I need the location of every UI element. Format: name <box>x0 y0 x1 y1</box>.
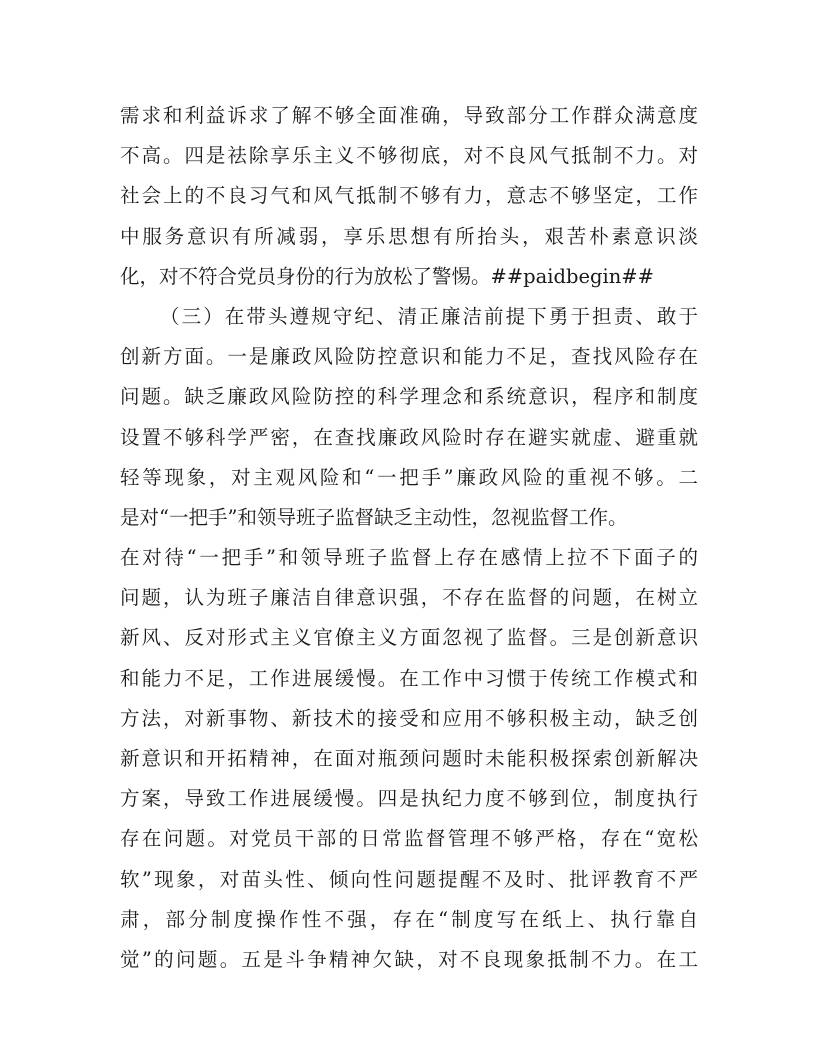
text-line: 肃，部分制度操作性不强，存在“制度写在纸上、执行靠自 <box>120 907 698 931</box>
text-line: 新风、反对形式主义官僚主义方面忽视了监督。三是创新意识 <box>120 626 698 650</box>
text-line: 问题。缺乏廉政风险防控的科学理念和系统意识，程序和制度 <box>120 385 698 409</box>
text-line: 新意识和开拓精神，在面对瓶颈问题时未能积极探索创新解决 <box>120 747 698 770</box>
text-line: 轻等现象，对主观风险和“一把手”廉政风险的重视不够。二 <box>120 465 698 489</box>
text-line: 是对“一把手”和领导班子监督缺乏主动性，忽视监督工作。 <box>120 505 628 529</box>
text-line: 问题，认为班子廉洁自律意识强，不存在监督的问题，在树立 <box>120 586 698 610</box>
text-line: 和能力不足，工作进展缓慢。在工作中习惯于传统工作模式和 <box>120 666 698 690</box>
text-line: （三）在带头遵规守纪、清正廉洁前提下勇于担责、敢于 <box>160 304 698 328</box>
text-line: 方法，对新事物、新技术的接受和应用不够积极主动，缺乏创 <box>120 706 698 730</box>
document-page <box>120 96 698 980</box>
text-line: 设置不够科学严密，在查找廉政风险时存在避实就虚、避重就 <box>120 425 698 449</box>
paragraph-1 <box>120 96 698 297</box>
text-line: 中服务意识有所减弱，享乐思想有所抬头，艰苦朴素意识淡 <box>120 224 698 248</box>
text-line: 软”现象，对苗头性、倾向性问题提醒不及时、批评教育不严 <box>120 867 698 891</box>
text-line: 在对待“一把手”和领导班子监督上存在感情上拉不下面子的 <box>120 546 698 570</box>
text-line: 存在问题。对党员干部的日常监督管理不够严格，存在“宽松 <box>120 827 698 851</box>
text-line: 觉”的问题。五是斗争精神欠缺，对不良现象抵制不力。在工 <box>120 947 698 971</box>
text-line: 社会上的不良习气和风气抵制不够有力，意志不够坚定，工作 <box>120 184 698 208</box>
text-line: 创新方面。一是廉政风险防控意识和能力不足，查找风险存在 <box>120 345 698 369</box>
paragraph-2 <box>120 297 698 980</box>
text-line: 不高。四是祛除享乐主义不够彻底，对不良风气抵制不力。对 <box>120 144 698 168</box>
text-line: 需求和利益诉求了解不够全面准确，导致部分工作群众满意度 <box>120 104 698 127</box>
text-line: 化，对不符合党员身份的行为放松了警惕。##paidbegin## <box>120 264 654 288</box>
text-line: 方案，导致工作进展缓慢。四是执纪力度不够到位，制度执行 <box>120 787 698 811</box>
